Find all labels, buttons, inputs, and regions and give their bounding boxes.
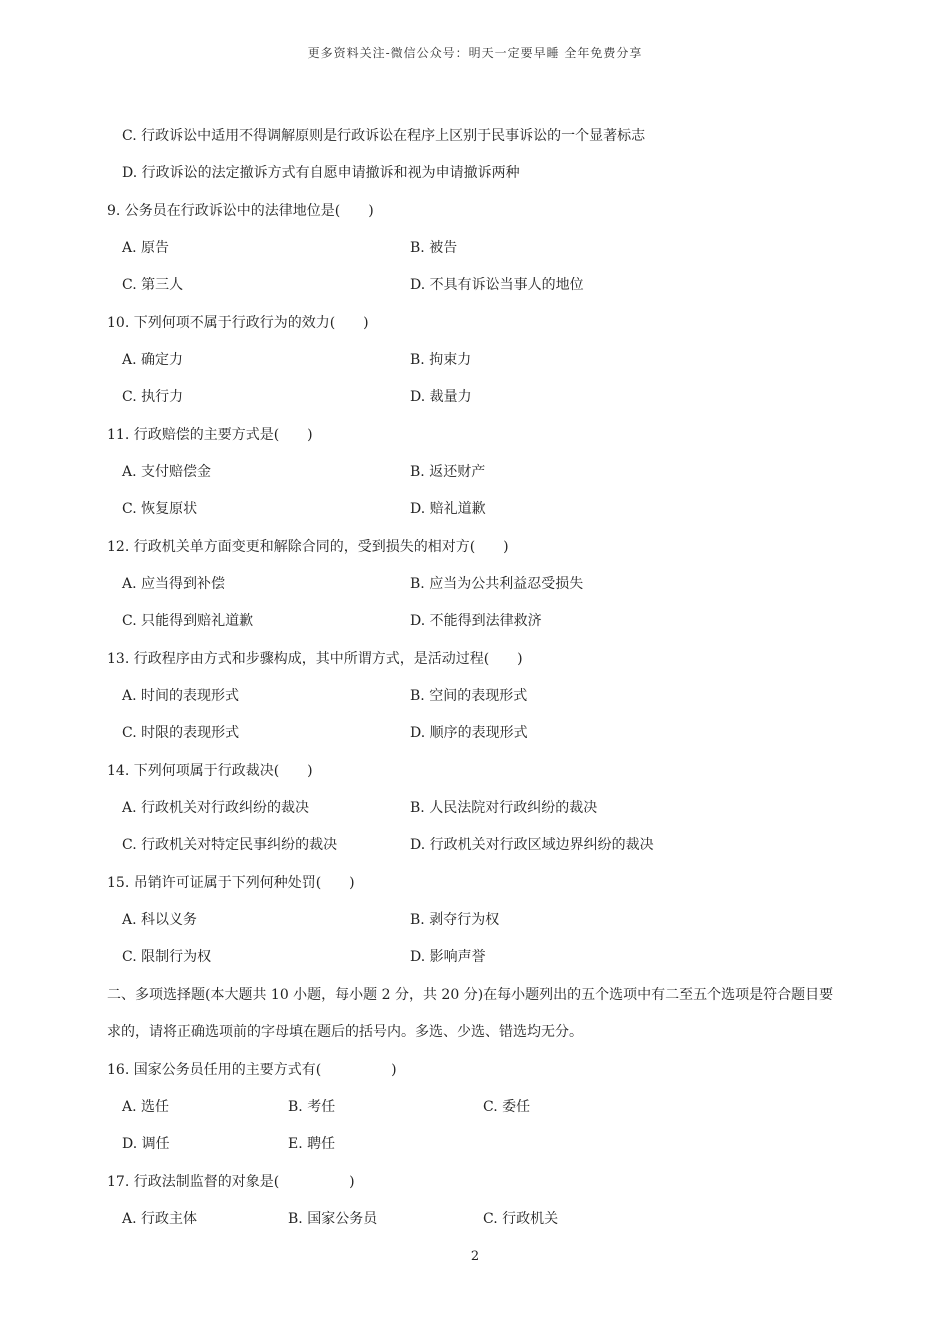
question-10-option-b: B. 拘束力 [410,352,472,368]
question-12-stem: 12. 行政机关单方面变更和解除合同的，受到损失的相对方( ) [107,539,509,555]
question-12-option-a: A. 应当得到补偿 [122,576,226,592]
question-9-option-b: B. 被告 [410,240,458,256]
question-10-option-c: C. 执行力 [122,389,184,405]
question-16-option-e: E. 聘任 [288,1136,336,1152]
question-9-stem: 9. 公务员在行政诉讼中的法律地位是( ) [107,203,374,219]
question-16-option-a: A. 选任 [122,1099,170,1115]
question-16-option-b: B. 考任 [288,1099,336,1115]
question-16-option-c: C. 委任 [483,1099,531,1115]
question-11-stem: 11. 行政赔偿的主要方式是( ) [107,427,313,443]
question-12-option-b: B. 应当为公共利益忍受损失 [410,576,584,592]
question-14-option-c: C. 行政机关对特定民事纠纷的裁决 [122,837,338,853]
question-15-option-d: D. 影响声誉 [410,949,486,965]
question-11-option-a: A. 支付赔偿金 [122,464,212,480]
question-13-option-d: D. 顺序的表现形式 [410,725,528,741]
page-number: 2 [470,1249,480,1264]
carry-over-option-d: D. 行政诉讼的法定撤诉方式有自愿申请撤诉和视为申请撤诉两种 [122,165,520,181]
question-15-option-b: B. 剥夺行为权 [410,912,500,928]
question-12-option-c: C. 只能得到赔礼道歉 [122,613,254,629]
question-15-option-a: A. 科以义务 [122,912,198,928]
question-12-option-d: D. 不能得到法律救济 [410,613,542,629]
carry-over-option-c: C. 行政诉讼中适用不得调解原则是行政诉讼在程序上区别于民事诉讼的一个显著标志 [122,128,646,144]
question-10-stem: 10. 下列何项不属于行政行为的效力( ) [107,315,369,331]
question-11-option-b: B. 返还财产 [410,464,486,480]
question-13-option-c: C. 时限的表现形式 [122,725,240,741]
question-13-stem: 13. 行政程序由方式和步骤构成，其中所谓方式，是活动过程( ) [107,651,523,667]
question-15-option-c: C. 限制行为权 [122,949,212,965]
page-header: 更多资料关注-微信公众号：明天一定要早睡 全年免费分享 [307,46,643,60]
question-14-option-a: A. 行政机关对行政纠纷的裁决 [122,800,310,816]
question-11-option-c: C. 恢复原状 [122,501,198,517]
question-10-option-a: A. 确定力 [122,352,184,368]
question-14-option-d: D. 行政机关对行政区域边界纠纷的裁决 [410,837,654,853]
question-17-option-c: C. 行政机关 [483,1211,559,1227]
question-17-stem: 17. 行政法制监督的对象是( ) [107,1174,355,1190]
question-9-option-a: A. 原告 [122,240,170,256]
question-17-option-b: B. 国家公务员 [288,1211,378,1227]
question-9-option-d: D. 不具有诉讼当事人的地位 [410,277,584,293]
question-17-option-a: A. 行政主体 [122,1211,198,1227]
question-15-stem: 15. 吊销许可证属于下列何种处罚( ) [107,875,355,891]
question-16-option-d: D. 调任 [122,1136,170,1152]
question-10-option-d: D. 裁量力 [410,389,472,405]
question-13-option-a: A. 时间的表现形式 [122,688,240,704]
question-13-option-b: B. 空间的表现形式 [410,688,528,704]
question-11-option-d: D. 赔礼道歉 [410,501,486,517]
question-14-stem: 14. 下列何项属于行政裁决( ) [107,763,313,779]
section-2-instructions-line-2: 求的，请将正确选项前的字母填在题后的括号内。多选、少选、错选均无分。 [107,1024,583,1040]
question-14-option-b: B. 人民法院对行政纠纷的裁决 [410,800,598,816]
section-2-instructions-line-1: 二、多项选择题(本大题共 10 小题，每小题 2 分，共 20 分)在每小题列出的五个选项中有二至五个选项是符合题目要 [107,987,834,1003]
question-9-option-c: C. 第三人 [122,277,184,293]
question-16-stem: 16. 国家公务员任用的主要方式有( ) [107,1062,397,1078]
